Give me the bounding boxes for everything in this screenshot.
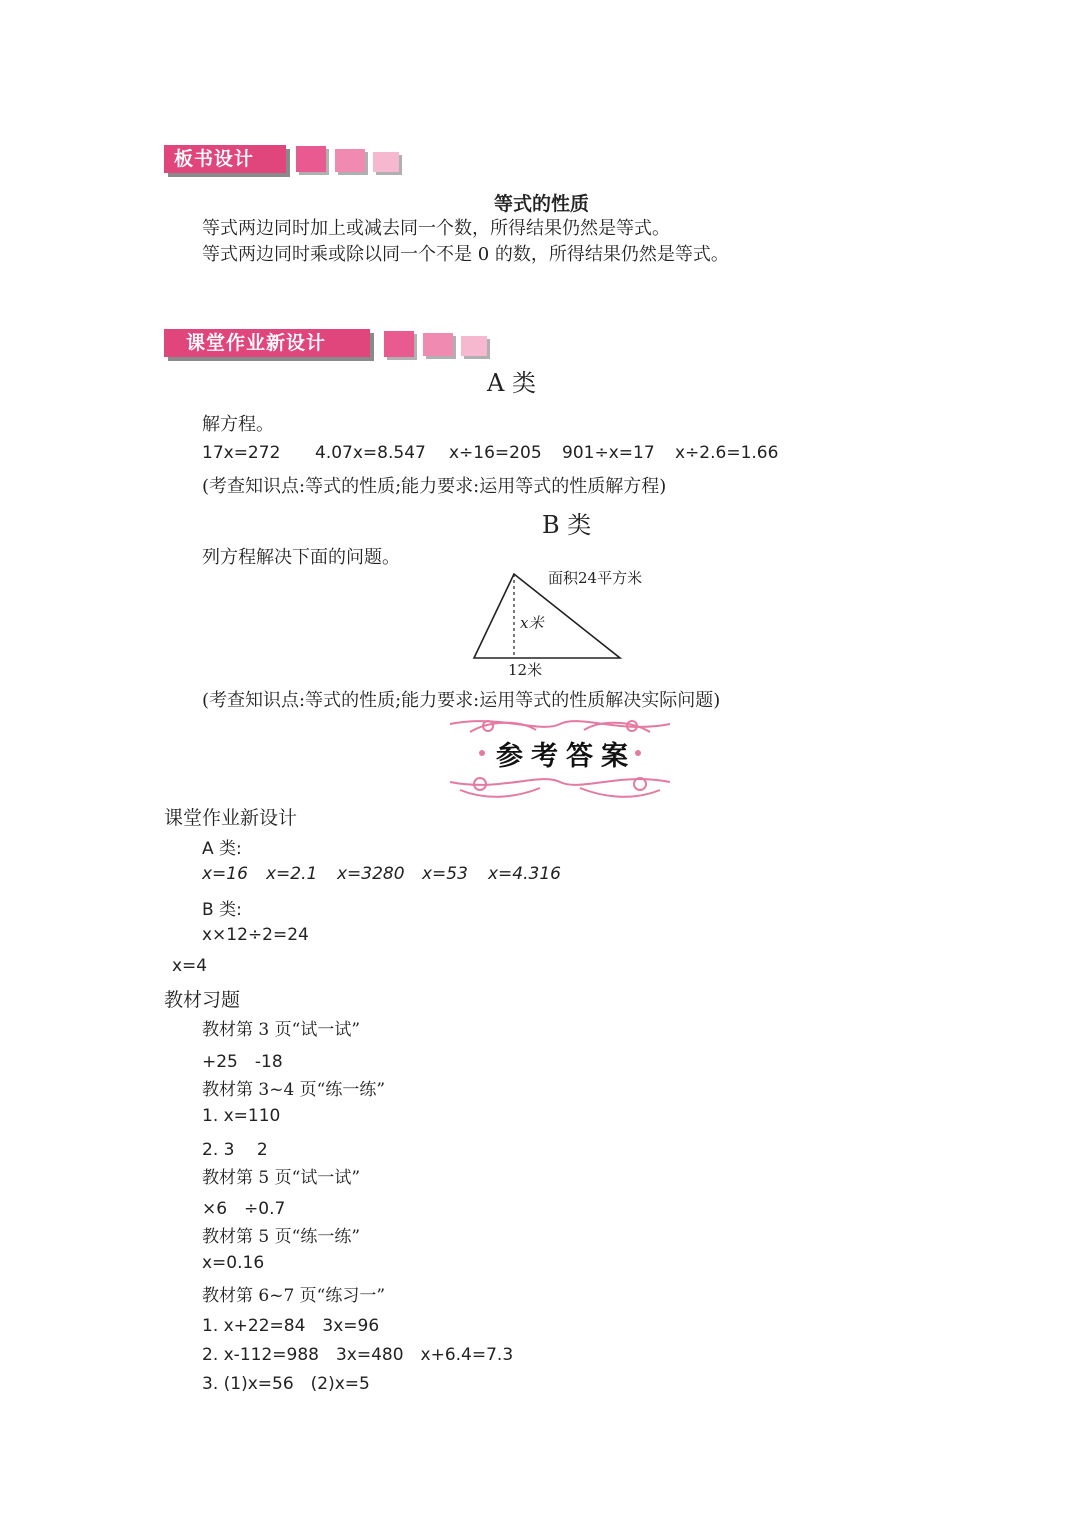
answers-b-label: B 类: — [202, 900, 242, 920]
textbook-item: 教材第 6~7 页“练习一” — [202, 1286, 386, 1306]
decor-square — [423, 333, 453, 356]
class-b-note: (考查知识点:等式的性质;能力要求:运用等式的性质解决实际问题) — [202, 690, 721, 711]
answer-value: x=4.316 — [488, 864, 561, 884]
height-label: x米 — [520, 614, 544, 632]
base-label: 12米 — [508, 661, 543, 679]
textbook-item: 教材第 5 页“试一试” — [202, 1168, 361, 1188]
class-a-note: (考查知识点:等式的性质;能力要求:运用等式的性质解方程) — [202, 476, 667, 497]
textbook-item: 1. x+22=84 3x=96 — [202, 1316, 380, 1336]
textbook-item: 教材第 5 页“练一练” — [202, 1227, 361, 1247]
answers-banner-title: 参考答案 — [496, 741, 636, 772]
class-a-instruction: 解方程。 — [202, 414, 274, 435]
textbook-item: 教材第 3~4 页“练一练” — [202, 1080, 386, 1100]
answers-homework-heading: 课堂作业新设计 — [164, 807, 298, 829]
decor-square — [384, 331, 414, 357]
textbook-item: ×6 ÷0.7 — [202, 1199, 286, 1219]
equation: 4.07x=8.547 — [315, 443, 426, 463]
class-a-label: A 类 — [487, 369, 536, 397]
board-line-2: 等式两边同时乘或除以同一个不是 0 的数，所得结果仍然是等式。 — [202, 244, 729, 265]
textbook-item: x=0.16 — [202, 1253, 265, 1273]
answers-b-line-2: x=4 — [172, 956, 208, 976]
textbook-item: 1. x=110 — [202, 1106, 281, 1126]
decor-square — [373, 152, 399, 172]
answers-b-line-1: x×12÷2=24 — [202, 925, 309, 945]
equation: x÷16=205 — [449, 443, 542, 463]
decor-square — [335, 149, 365, 172]
decor-square — [296, 146, 326, 172]
decor-square — [461, 336, 487, 356]
textbook-item: 2. 3 2 — [202, 1140, 268, 1160]
answer-value: x=3280 — [337, 864, 405, 884]
area-label: 面积24平方米 — [548, 569, 643, 587]
equation: 901÷x=17 — [562, 443, 655, 463]
textbook-item: 3. (1)x=56 (2)x=5 — [202, 1374, 370, 1394]
answers-textbook-heading: 教材习题 — [164, 989, 241, 1011]
answer-value: x=53 — [422, 864, 468, 884]
answers-a-label: A 类: — [202, 839, 242, 859]
class-b-instruction: 列方程解决下面的问题。 — [202, 547, 400, 568]
textbook-item: 2. x-112=988 3x=480 x+6.4=7.3 — [202, 1345, 514, 1365]
equation: x÷2.6=1.66 — [675, 443, 779, 463]
answer-value: x=2.1 — [266, 864, 318, 884]
class-b-label: B 类 — [542, 511, 592, 539]
section-badge-board: 板书设计 — [164, 145, 286, 173]
textbook-item: 教材第 3 页“试一试” — [202, 1020, 361, 1040]
board-line-1: 等式两边同时加上或减去同一个数，所得结果仍然是等式。 — [202, 218, 670, 239]
textbook-item: +25 -18 — [202, 1052, 283, 1072]
equation: 17x=272 — [202, 443, 281, 463]
answer-value: x=16 — [202, 864, 248, 884]
board-title: 等式的性质 — [494, 193, 590, 215]
section-badge-homework: 课堂作业新设计 — [164, 329, 370, 357]
